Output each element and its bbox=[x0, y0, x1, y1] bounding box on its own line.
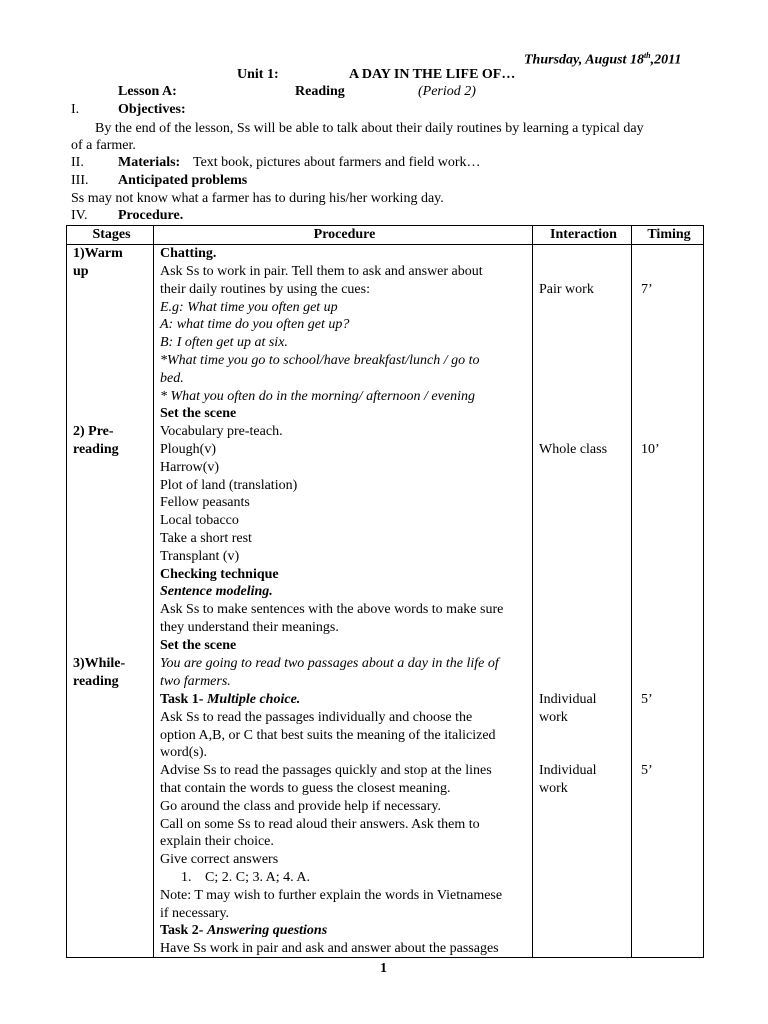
objectives-text-2: of a farmer. bbox=[71, 138, 136, 153]
procedure-line: bed. bbox=[160, 371, 184, 386]
procedure-line: You are going to read two passages about a day in the life of bbox=[160, 656, 499, 671]
stage-warm-up-2: up bbox=[73, 264, 89, 279]
timing-pre-reading: 10’ bbox=[641, 442, 660, 457]
procedure-line bbox=[181, 869, 310, 887]
stage-while-reading-1: 3)While- bbox=[73, 656, 126, 671]
timing-cell bbox=[632, 245, 704, 958]
procedure-line: Set the scene bbox=[160, 638, 237, 653]
header-timing: Timing bbox=[632, 226, 704, 245]
procedure-line: their daily routines by using the cues: bbox=[160, 282, 370, 297]
table-row bbox=[67, 245, 704, 958]
lesson-label: Lesson A: bbox=[118, 84, 177, 99]
date-suffix: th bbox=[643, 51, 651, 60]
unit-title: A DAY IN THE LIFE OF… bbox=[349, 67, 516, 82]
stage-pre-reading-1: 2) Pre- bbox=[73, 424, 114, 439]
procedure-line: explain their choice. bbox=[160, 834, 274, 849]
task-2-label: Task 2- bbox=[160, 923, 204, 938]
interaction-individual-2: Individual bbox=[539, 763, 597, 778]
task-2-title: Answering questions bbox=[206, 923, 328, 938]
header-procedure: Procedure bbox=[154, 226, 533, 245]
procedure-line: Vocabulary pre-teach. bbox=[160, 424, 283, 439]
stage-while-reading-2: reading bbox=[73, 674, 119, 689]
procedure-line: they understand their meanings. bbox=[160, 620, 339, 635]
unit-label: Unit 1: bbox=[237, 67, 279, 82]
procedure-line bbox=[160, 922, 327, 940]
procedure-line: Go around the class and provide help if necessary. bbox=[160, 799, 441, 814]
procedure-table bbox=[66, 225, 704, 958]
procedure-line: * What you often do in the morning/ afternoon / evening bbox=[160, 389, 475, 404]
procedure-line: if necessary. bbox=[160, 906, 230, 921]
procedure-line: B: I often get up at six. bbox=[160, 335, 288, 350]
procedure-line: Fellow peasants bbox=[160, 495, 250, 510]
procedure-line: option A,B, or C that best suits the meaning of the italicized bbox=[160, 728, 496, 743]
procedure-line: Ask Ss to read the passages individually and choose the bbox=[160, 710, 473, 725]
procedure-line: Checking technique bbox=[160, 567, 279, 582]
table-header-row bbox=[67, 226, 704, 245]
procedure-line bbox=[160, 691, 300, 709]
objectives-number: I. bbox=[71, 102, 80, 117]
header-interaction: Interaction bbox=[533, 226, 632, 245]
procedure-line: Chatting. bbox=[160, 246, 217, 261]
interaction-individual-1b: work bbox=[539, 710, 568, 725]
stage-warm-up-1: 1)Warm bbox=[73, 246, 123, 261]
procedure-line: Local tobacco bbox=[160, 513, 239, 528]
timing-warm-up: 7’ bbox=[641, 282, 653, 297]
procedure-line: Advise Ss to read the passages quickly and stop at the lines bbox=[160, 763, 492, 778]
lesson-skill: Reading bbox=[295, 84, 345, 99]
interaction-whole-class: Whole class bbox=[539, 442, 608, 457]
procedure-line: Ask Ss to work in pair. Tell them to ask and answer about bbox=[160, 264, 483, 279]
procedure-line: Plot of land (translation) bbox=[160, 478, 298, 493]
interaction-individual-2b: work bbox=[539, 781, 568, 796]
procedure-line: A: what time do you often get up? bbox=[160, 317, 350, 332]
procedure-line: Ask Ss to make sentences with the above words to make sure bbox=[160, 602, 504, 617]
procedure-line: Call on some Ss to read aloud their answers. Ask them to bbox=[160, 817, 480, 832]
objectives-title: Objectives: bbox=[118, 102, 186, 117]
answer-key: C; 2. C; 3. A; 4. A. bbox=[205, 870, 311, 885]
timing-task-1b: 5’ bbox=[641, 763, 653, 778]
procedure-title: Procedure. bbox=[118, 208, 184, 223]
procedure-line: that contain the words to guess the closest meaning. bbox=[160, 781, 451, 796]
procedure-cell bbox=[154, 245, 533, 958]
date-main: Thursday, August 18 bbox=[524, 52, 644, 68]
procedure-line: Note: T may wish to further explain the words in Vietnamese bbox=[160, 888, 503, 903]
timing-task-1: 5’ bbox=[641, 692, 653, 707]
interaction-pair-work: Pair work bbox=[539, 282, 594, 297]
objectives-text-1: By the end of the lesson, Ss will be able to talk about their daily routines by learning a typical day bbox=[95, 121, 644, 136]
stage-pre-reading-2: reading bbox=[73, 442, 119, 457]
materials-text: Text book, pictures about farmers and field work… bbox=[193, 155, 481, 170]
interaction-cell bbox=[533, 245, 632, 958]
task-1-title: Multiple choice. bbox=[206, 692, 301, 707]
procedure-line: Take a short rest bbox=[160, 531, 252, 546]
header-stages: Stages bbox=[67, 226, 154, 245]
date-year: ,2011 bbox=[650, 52, 682, 68]
procedure-line: *What time you go to school/have breakfast/lunch / go to bbox=[160, 353, 480, 368]
lesson-period: (Period 2) bbox=[418, 84, 476, 99]
stages-cell bbox=[67, 245, 154, 958]
interaction-individual-1: Individual bbox=[539, 692, 597, 707]
materials-title: Materials: bbox=[118, 155, 181, 170]
procedure-line: two farmers. bbox=[160, 674, 231, 689]
procedure-line: word(s). bbox=[160, 745, 208, 760]
procedure-line: Have Ss work in pair and ask and answer about the passages bbox=[160, 941, 499, 956]
procedure-line: Harrow(v) bbox=[160, 460, 220, 475]
lesson-date bbox=[524, 47, 681, 70]
answer-number: 1. bbox=[181, 870, 192, 885]
materials-number: II. bbox=[71, 155, 84, 170]
procedure-line: E.g: What time you often get up bbox=[160, 300, 338, 315]
problems-title: Anticipated problems bbox=[118, 173, 248, 188]
procedure-number: IV. bbox=[71, 208, 88, 223]
procedure-line: Give correct answers bbox=[160, 852, 279, 867]
problems-number: III. bbox=[71, 173, 89, 188]
procedure-line: Plough(v) bbox=[160, 442, 216, 457]
procedure-line: Set the scene bbox=[160, 406, 237, 421]
task-1-label: Task 1- bbox=[160, 692, 204, 707]
page-number: 1 bbox=[380, 961, 387, 976]
problems-text: Ss may not know what a farmer has to during his/her working day. bbox=[71, 191, 444, 206]
procedure-line: Transplant (v) bbox=[160, 549, 240, 564]
procedure-line: Sentence modeling. bbox=[160, 584, 273, 599]
